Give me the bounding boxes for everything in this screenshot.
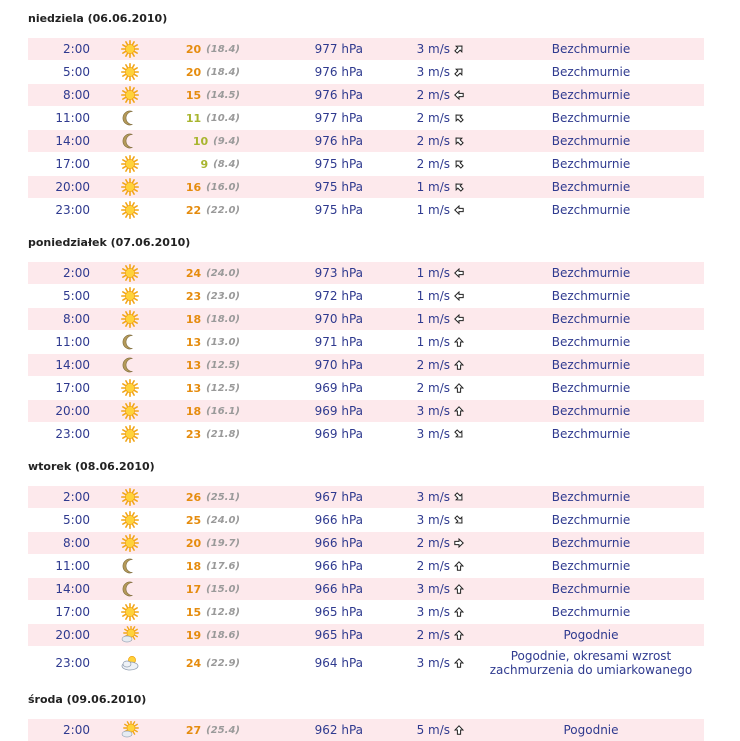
wind [408,647,464,679]
sky-description: Bezchmurnie [551,180,631,194]
wind-speed: 2 m/s [416,628,450,642]
time-label: 5:00 [63,289,90,303]
time-label: 20:00 [55,404,90,418]
pressure-value: 973 hPa [314,266,363,280]
pressure-value: 964 hPa [314,656,363,670]
sky-description: Bezchmurnie [551,134,631,148]
pressure-value: 966 hPa [314,559,363,573]
wind-speed: 1 m/s [416,289,450,303]
pressure-value: 965 hPa [314,628,363,642]
wind-direction-arrow-icon [454,406,464,416]
sky-description: Bezchmurnie [551,559,631,573]
pressure-value: 962 hPa [314,723,363,737]
wind [408,377,464,399]
time-label: 8:00 [63,312,90,326]
sun-cloud-icon [120,719,140,741]
forecast-row [28,486,704,508]
feels-like-value: (21.8) [206,428,240,440]
wind [408,509,464,531]
sky-description: Bezchmurnie [551,490,631,504]
wind-speed: 5 m/s [416,723,450,737]
feels-like-value: (12.5) [206,382,240,394]
pressure-value: 967 hPa [314,490,363,504]
time-label: 17:00 [55,605,90,619]
time-label: 8:00 [63,536,90,550]
wind-speed: 2 m/s [416,559,450,573]
feels-like-value: (13.0) [206,336,240,348]
moon-icon [120,555,140,577]
forecast-row [28,601,704,623]
temperature [158,176,240,198]
wind [408,486,464,508]
wind-direction-arrow-icon [454,113,464,123]
pressure-value: 976 hPa [314,65,363,79]
forecast-row [28,331,704,353]
wind-direction-arrow-icon [454,630,464,640]
wind-direction-arrow-icon [454,44,464,54]
wind-direction-arrow-icon [454,159,464,169]
temperature [158,486,240,508]
wind-speed: 3 m/s [416,65,450,79]
temperature [158,331,240,353]
wind-direction-arrow-icon [454,136,464,146]
forecast-row [28,555,704,577]
temperature [158,423,240,445]
sky-description: Bezchmurnie [551,404,631,418]
wind [408,423,464,445]
wind-direction-arrow-icon [454,538,464,548]
sky-description: Bezchmurnie [551,42,631,56]
time-label: 2:00 [63,42,90,56]
wind [408,719,464,741]
forecast-row [28,509,704,531]
wind-speed: 2 m/s [416,358,450,372]
wind-direction-arrow-icon [454,607,464,617]
temperature-value: 20 [185,42,202,56]
sky-description: Bezchmurnie [551,111,631,125]
day-header: niedziela (06.06.2010) [28,12,168,25]
forecast-row [28,38,704,60]
pressure-value: 969 hPa [314,381,363,395]
feels-like-value: (10.4) [206,112,240,124]
temperature [158,647,240,679]
temperature [158,377,240,399]
time-label: 23:00 [55,656,90,670]
feels-like-value: (16.1) [206,405,240,417]
moon-icon [120,354,140,376]
temperature [158,509,240,531]
pressure-value: 966 hPa [314,582,363,596]
pressure-value: 977 hPa [314,42,363,56]
time-label: 2:00 [63,266,90,280]
wind [408,153,464,175]
forecast-row [28,61,704,83]
pressure-value: 977 hPa [314,111,363,125]
feels-like-value: (18.4) [206,43,240,55]
day-header: środa (09.06.2010) [28,693,147,706]
wind-speed: 3 m/s [416,427,450,441]
wind-speed: 2 m/s [416,157,450,171]
time-label: 20:00 [55,180,90,194]
forecast-row [28,532,704,554]
wind [408,130,464,152]
sun-icon [120,61,140,83]
sky-description: Bezchmurnie [551,266,631,280]
sky-description: Pogodnie, okresami wzrost zachmurzenia do umiarkowanego [489,649,693,677]
feels-like-value: (18.0) [206,313,240,325]
feels-like-value: (25.1) [206,491,240,503]
temperature-value: 23 [185,289,202,303]
pressure-value: 966 hPa [314,536,363,550]
sun-icon [120,601,140,623]
moon-icon [120,107,140,129]
day-header: wtorek (08.06.2010) [28,460,155,473]
forecast-row [28,199,704,221]
feels-like-value: (12.5) [206,359,240,371]
wind [408,354,464,376]
temperature-value: 10 [192,134,209,148]
wind-speed: 2 m/s [416,111,450,125]
pressure-value: 975 hPa [314,157,363,171]
temperature [158,719,240,741]
sky-description: Bezchmurnie [551,605,631,619]
pressure-value: 975 hPa [314,203,363,217]
temperature [158,400,240,422]
time-label: 5:00 [63,65,90,79]
temperature [158,555,240,577]
wind-speed: 3 m/s [416,404,450,418]
wind-direction-arrow-icon [454,182,464,192]
wind [408,199,464,221]
wind-speed: 2 m/s [416,134,450,148]
sky-description: Bezchmurnie [551,203,631,217]
temperature-value: 20 [185,65,202,79]
sky-description: Bezchmurnie [551,65,631,79]
feels-like-value: (23.0) [206,290,240,302]
feels-like-value: (16.0) [206,181,240,193]
wind-speed: 1 m/s [416,203,450,217]
wind [408,107,464,129]
wind-direction-arrow-icon [454,561,464,571]
sun-icon [120,486,140,508]
time-label: 2:00 [63,490,90,504]
feels-like-value: (17.6) [206,560,240,572]
temperature-value: 15 [185,88,202,102]
temperature [158,285,240,307]
sky-description: Bezchmurnie [551,289,631,303]
wind [408,601,464,623]
forecast-row [28,176,704,198]
temperature-value: 13 [185,381,202,395]
forecast-row [28,578,704,600]
forecast-row [28,262,704,284]
wind [408,331,464,353]
forecast-row [28,354,704,376]
forecast-row [28,647,704,679]
wind-direction-arrow-icon [454,515,464,525]
wind-speed: 3 m/s [416,42,450,56]
temperature-value: 19 [185,628,202,642]
wind-speed: 1 m/s [416,180,450,194]
wind-direction-arrow-icon [454,205,464,215]
forecast-row [28,130,704,152]
sun-icon [120,153,140,175]
sky-description: Bezchmurnie [551,427,631,441]
pressure-value: 976 hPa [314,88,363,102]
temperature [158,153,240,175]
sun-icon [120,509,140,531]
temperature [158,532,240,554]
sky-description: Bezchmurnie [551,88,631,102]
sun-icon [120,38,140,60]
feels-like-value: (9.4) [213,135,240,147]
wind-speed: 1 m/s [416,335,450,349]
moon-icon [120,578,140,600]
time-label: 5:00 [63,513,90,527]
time-label: 17:00 [55,157,90,171]
time-label: 23:00 [55,427,90,441]
temperature-value: 16 [185,180,202,194]
wind [408,532,464,554]
time-label: 14:00 [55,134,90,148]
wind [408,308,464,330]
temperature [158,130,240,152]
pressure-value: 970 hPa [314,312,363,326]
temperature [158,578,240,600]
wind-direction-arrow-icon [454,67,464,77]
time-label: 14:00 [55,358,90,372]
forecast-row [28,377,704,399]
temperature-value: 24 [185,656,202,670]
sky-description: Bezchmurnie [551,157,631,171]
feels-like-value: (22.0) [206,204,240,216]
temperature-value: 23 [185,427,202,441]
temperature-value: 11 [185,111,202,125]
wind-speed: 2 m/s [416,88,450,102]
temperature-value: 20 [185,536,202,550]
wind-speed: 2 m/s [416,536,450,550]
wind-speed: 2 m/s [416,381,450,395]
wind-direction-arrow-icon [454,584,464,594]
sun-icon [120,84,140,106]
wind-direction-arrow-icon [454,337,464,347]
sun-icon [120,423,140,445]
temperature-value: 22 [185,203,202,217]
pressure-value: 976 hPa [314,134,363,148]
forecast-row [28,400,704,422]
wind [408,555,464,577]
sky-description: Bezchmurnie [551,381,631,395]
wind-direction-arrow-icon [454,658,464,668]
pressure-value: 970 hPa [314,358,363,372]
pressure-value: 965 hPa [314,605,363,619]
wind [408,38,464,60]
temperature-value: 17 [185,582,202,596]
wind [408,61,464,83]
forecast-row [28,624,704,646]
temperature-value: 18 [185,312,202,326]
time-label: 17:00 [55,381,90,395]
wind-direction-arrow-icon [454,90,464,100]
wind [408,624,464,646]
feels-like-value: (8.4) [213,158,240,170]
forecast-row [28,719,704,741]
feels-like-value: (22.9) [206,657,240,669]
temperature-value: 27 [185,723,202,737]
temperature-value: 13 [185,335,202,349]
pressure-value: 966 hPa [314,513,363,527]
sky-description: Bezchmurnie [551,358,631,372]
wind-speed: 1 m/s [416,266,450,280]
feels-like-value: (18.4) [206,66,240,78]
wind-direction-arrow-icon [454,291,464,301]
sun-cloud-icon [120,624,140,646]
time-label: 11:00 [55,335,90,349]
sky-description: Bezchmurnie [551,335,631,349]
temperature [158,308,240,330]
time-label: 14:00 [55,582,90,596]
wind-direction-arrow-icon [454,314,464,324]
wind-direction-arrow-icon [454,268,464,278]
sun-icon [120,377,140,399]
temperature [158,199,240,221]
sun-icon [120,400,140,422]
temperature [158,107,240,129]
wind-speed: 3 m/s [416,605,450,619]
temperature [158,38,240,60]
time-label: 11:00 [55,559,90,573]
temperature [158,84,240,106]
pressure-value: 971 hPa [314,335,363,349]
wind-direction-arrow-icon [454,360,464,370]
temperature-value: 24 [185,266,202,280]
temperature-value: 9 [200,157,209,171]
temperature-value: 25 [185,513,202,527]
wind-speed: 3 m/s [416,490,450,504]
moon-icon [120,130,140,152]
forecast-row [28,107,704,129]
wind-speed: 1 m/s [416,312,450,326]
wind [408,262,464,284]
time-label: 11:00 [55,111,90,125]
temperature-value: 18 [185,404,202,418]
cloud-sun-icon [120,647,140,679]
wind [408,400,464,422]
wind [408,84,464,106]
feels-like-value: (18.6) [206,629,240,641]
moon-icon [120,331,140,353]
sun-icon [120,262,140,284]
wind-direction-arrow-icon [454,492,464,502]
temperature [158,624,240,646]
temperature [158,354,240,376]
temperature-value: 13 [185,358,202,372]
sun-icon [120,199,140,221]
time-label: 2:00 [63,723,90,737]
pressure-value: 972 hPa [314,289,363,303]
wind-direction-arrow-icon [454,383,464,393]
wind-speed: 3 m/s [416,582,450,596]
pressure-value: 975 hPa [314,180,363,194]
sky-description: Pogodnie [563,723,619,737]
sun-icon [120,176,140,198]
wind-direction-arrow-icon [454,429,464,439]
temperature [158,262,240,284]
sky-description: Bezchmurnie [551,513,631,527]
time-label: 23:00 [55,203,90,217]
feels-like-value: (15.0) [206,583,240,595]
temperature-value: 18 [185,559,202,573]
sky-description: Bezchmurnie [551,582,631,596]
wind-speed: 3 m/s [416,656,450,670]
sky-description: Pogodnie [563,628,619,642]
forecast-row [28,308,704,330]
sun-icon [120,532,140,554]
forecast-row [28,84,704,106]
sky-description: Bezchmurnie [551,312,631,326]
wind-speed: 3 m/s [416,513,450,527]
forecast-row [28,285,704,307]
feels-like-value: (25.4) [206,724,240,736]
temperature-value: 15 [185,605,202,619]
temperature [158,601,240,623]
wind [408,285,464,307]
feels-like-value: (14.5) [206,89,240,101]
feels-like-value: (12.8) [206,606,240,618]
forecast-row [28,153,704,175]
pressure-value: 969 hPa [314,404,363,418]
sun-icon [120,285,140,307]
pressure-value: 969 hPa [314,427,363,441]
feels-like-value: (19.7) [206,537,240,549]
temperature [158,61,240,83]
time-label: 8:00 [63,88,90,102]
sky-description: Bezchmurnie [551,536,631,550]
wind [408,578,464,600]
sun-icon [120,308,140,330]
time-label: 20:00 [55,628,90,642]
wind [408,176,464,198]
feels-like-value: (24.0) [206,514,240,526]
feels-like-value: (24.0) [206,267,240,279]
wind-direction-arrow-icon [454,725,464,735]
temperature-value: 26 [185,490,202,504]
day-header: poniedziałek (07.06.2010) [28,236,191,249]
forecast-row [28,423,704,445]
